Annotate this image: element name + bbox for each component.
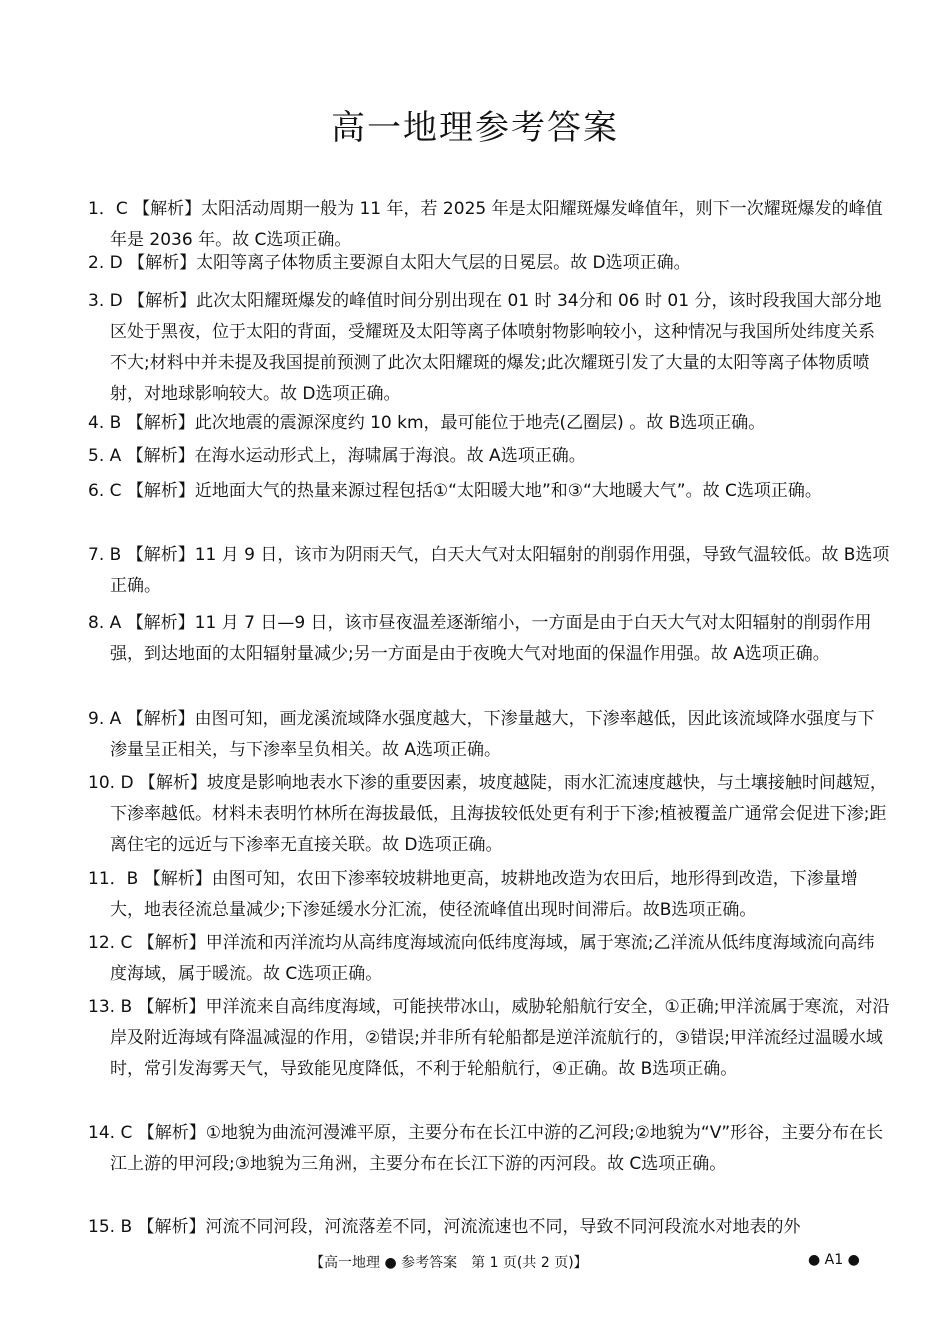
page-title: 高一地理参考答案 [331,108,619,148]
answer-item-3: 3. D 【解析】此次太阳耀斑爆发的峰值时间分别出现在 01 时 34分和 06 时 01 分，该时段我国大部分地区处于黑夜，位于太阳的背面，受耀斑及太阳等离子体喷射物影响较小，这种情况与我国所处纬度关系不大;材料中并未提及我国提前预测了此次太阳耀斑的爆发;此次耀斑引发了大量的太阳等离子体物质喷射，对地球影响较大。故 D选项正确。 [88,291,882,404]
answer-item-6: 6. C 【解析】近地面大气的热量来源过程包括①“太阳暖大地”和③“大地暖大气”。故 C选项正确。 [88,481,822,501]
answer-item-12: 12. C 【解析】甲洋流和丙洋流均从高纬度海域流向低纬度海域，属于寒流;乙洋流从低纬度海域流向高纬度海域，属于暖流。故 C选项正确。 [88,933,875,984]
answer-item-10: 10. D 【解析】坡度是影响地表水下渗的重要因素，坡度越陡，雨水汇流速度越快，与土壤接触时间越短，下渗率越低。材料未表明竹林所在海拔最低，且海拔较低处更有利于下渗;植被覆盖广通常会促进下渗;距离住宅的远近与下渗率无直接关联。故 D选项正确。 [88,773,887,855]
answer-item-1: 1．C 【解析】太阳活动周期一般为 11 年，若 2025 年是太阳耀斑爆发峰值年，则下一次耀斑爆发的峰值年是 2036 年。故 C选项正确。 [88,199,883,250]
footer-page-info: 【高一地理 ● 参考答案 第 1 页(共 2 页)】 [310,1255,588,1271]
answer-item-15: 15. B 【解析】河流不同河段，河流落差不同，河流流速也不同，导致不同河段流水对地表的外 [88,1217,801,1237]
answer-item-13: 13. B 【解析】甲洋流来自高纬度海域，可能挟带冰山，威胁轮船航行安全，①正确;甲洋流属于寒流，对沿岸及附近海域有降温减湿的作用，②错误;并非所有轮船都是逆洋流航行的，③错误;甲洋流经过温暖水域时，常引发海雾天气，导致能见度降低，不利于轮船航行，④正确。故 B选项正确。 [88,997,890,1079]
answer-item-9: 9. A 【解析】由图可知，画龙溪流域降水强度越大，下渗量越大，下渗率越低，因此该流域降水强度与下渗量呈正相关，与下渗率呈负相关。故 A选项正确。 [88,709,875,760]
footer-version-code: ● A1 ● [808,1252,860,1268]
answer-item-8: 8. A 【解析】11 月 7 日—9 日，该市昼夜温差逐渐缩小，一方面是由于白天大气对太阳辐射的削弱作用强，到达地面的太阳辐射量减少;另一方面是由于夜晚大气对地面的保温作用强。故 A选项正确。 [88,613,872,664]
answer-item-14: 14. C 【解析】①地貌为曲流河漫滩平原，主要分布在长江中游的乙河段;②地貌为“V”形谷，主要分布在长江上游的甲河段;③地貌为三角洲，主要分布在长江下游的丙河段。故 C选项正确。 [88,1123,884,1174]
answer-item-5: 5. A 【解析】在海水运动形式上，海啸属于海浪。故 A选项正确。 [88,446,586,466]
answer-item-4: 4. B 【解析】此次地震的震源深度约 10 km，最可能位于地壳(乙圈层) 。故 B选项正确。 [88,413,766,433]
answer-item-2: 2. D 【解析】太阳等离子体物质主要源自太阳大气层的日冕层。故 D选项正确。 [88,253,691,273]
answer-item-7: 7. B 【解析】11 月 9 日，该市为阴雨天气，白天大气对太阳辐射的削弱作用强，导致气温较低。故 B选项正确。 [88,545,890,596]
answer-item-11: 11．B 【解析】由图可知，农田下渗率较坡耕地更高，坡耕地改造为农田后，地形得到改造，下渗量增大，地表径流总量减少;下渗延缓水分汇流，使径流峰值出现时间滞后。故B选项正确。 [88,869,858,920]
